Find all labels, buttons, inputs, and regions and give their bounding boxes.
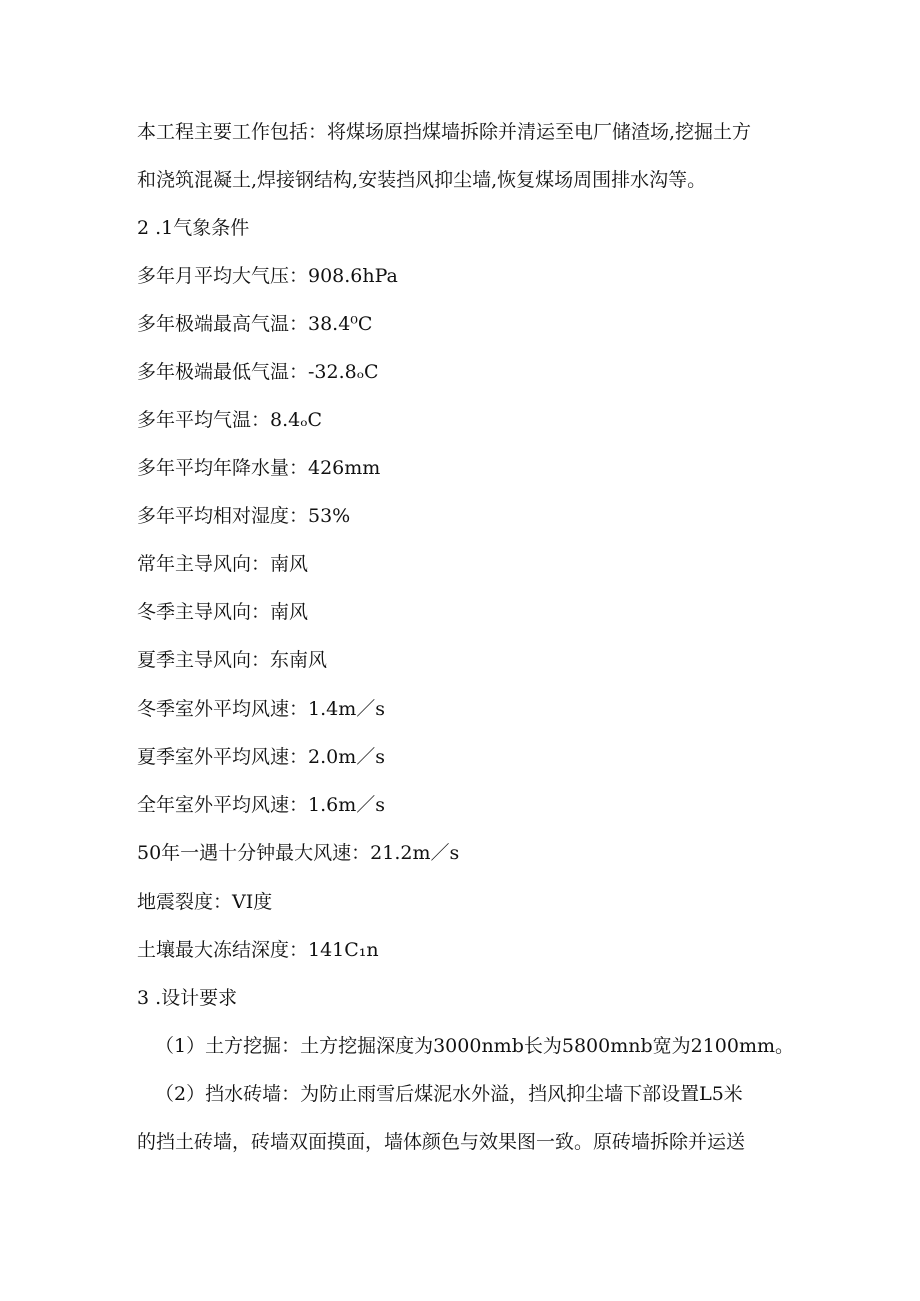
climate-item: 夏季室外平均风速：2.0m／s xyxy=(137,746,385,768)
climate-item: 夏季主导风向：东南风 xyxy=(137,649,328,671)
climate-item: 冬季主导风向：南风 xyxy=(137,601,309,623)
requirement-paragraph-2-line-1: （2）挡水砖墙：为防止雨雪后煤泥水外溢，挡风抑尘墙下部设置L5米 xyxy=(155,1083,743,1105)
climate-item: 50年一遇十分钟最大风速：21.2m／s xyxy=(137,842,460,864)
climate-item: 全年室外平均风速：1.6m／s xyxy=(137,794,385,816)
climate-item: 多年极端最高气温：38.4⁰C xyxy=(137,313,373,335)
section-heading-2-1: 2 .1气象条件 xyxy=(137,217,250,239)
climate-item: 多年平均气温：8.4ₒC xyxy=(137,409,323,431)
climate-item: 地震裂度：VI度 xyxy=(137,891,273,913)
climate-item: 冬季室外平均风速：1.4m／s xyxy=(137,698,385,720)
section-heading-3: 3 .设计要求 xyxy=(137,987,238,1009)
climate-item: 多年平均年降水量：426mm xyxy=(137,457,381,479)
climate-item: 多年平均相对湿度：53% xyxy=(137,505,351,527)
requirement-paragraph-1: （1）土方挖掘：土方挖掘深度为3000nmb长为5800mnb宽为2100mm。 xyxy=(155,1035,795,1057)
requirement-paragraph-2-line-2: 的挡土砖墙，砖墙双面摸面，墙体颜色与效果图一致。原砖墙拆除并运送 xyxy=(137,1131,746,1153)
climate-item: 常年主导风向：南风 xyxy=(137,553,309,575)
climate-item: 多年月平均大气压：908.6hPa xyxy=(137,265,398,287)
intro-line-2: 和浇筑混凝土,焊接钢结构,安装挡风抑尘墙,恢复煤场周围排水沟等。 xyxy=(137,169,707,191)
climate-item: 土壤最大冻结深度：141C₁n xyxy=(137,939,379,961)
climate-item: 多年极端最低气温：-32.8ₒC xyxy=(137,361,379,383)
intro-line-1: 本工程主要工作包括：将煤场原挡煤墙拆除并清运至电厂储渣场,挖掘土方 xyxy=(137,121,752,143)
